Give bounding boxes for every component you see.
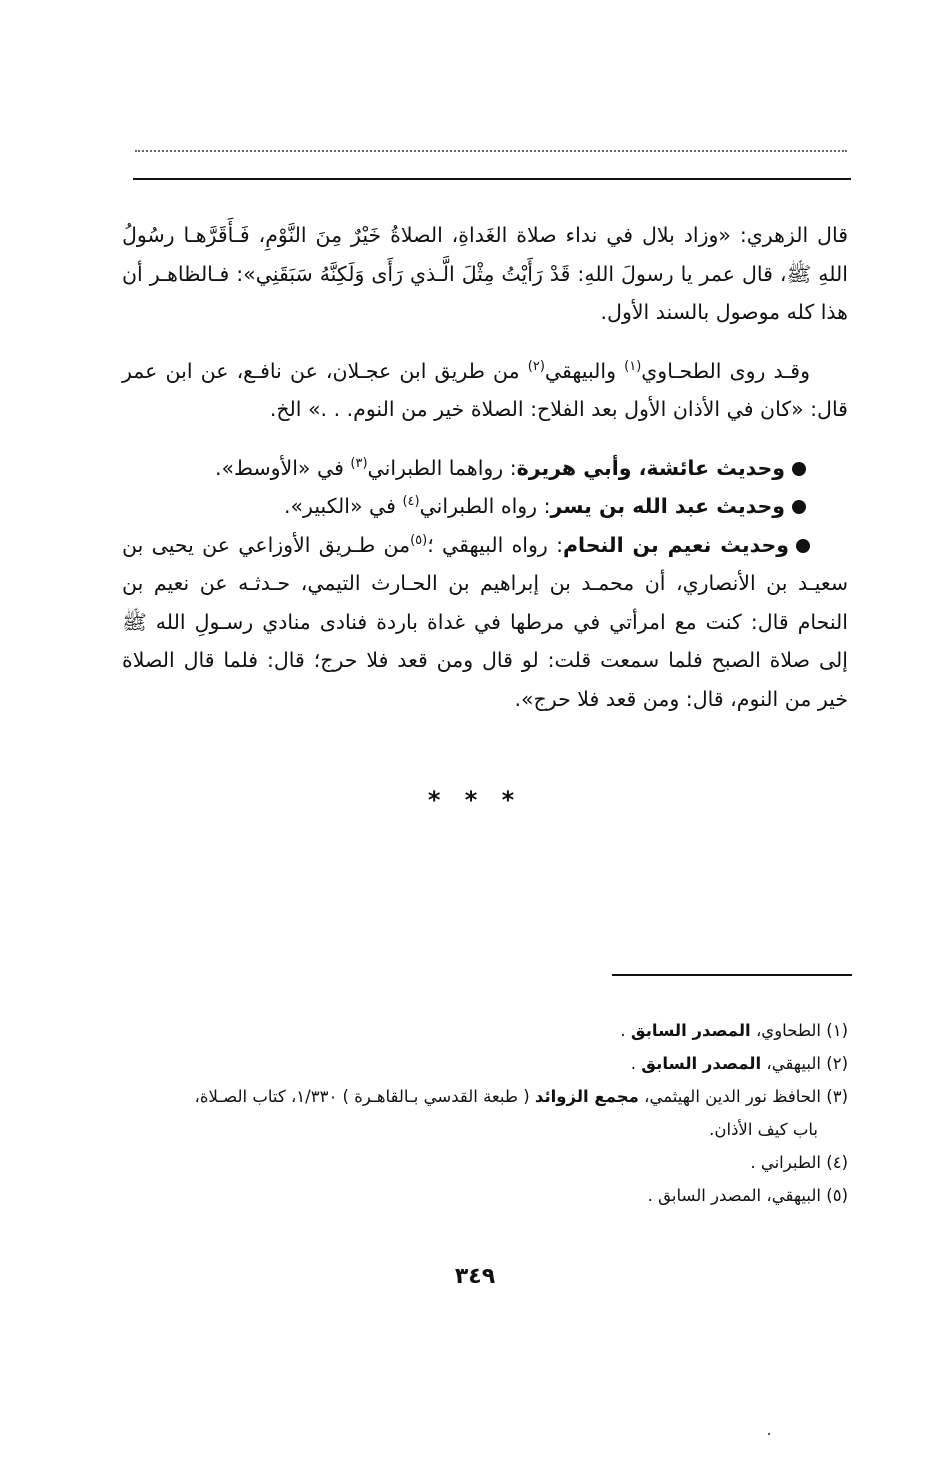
header-dotted-line [135, 150, 847, 152]
footnote-ref-2[interactable]: (٢) [527, 358, 545, 374]
main-text [122, 216, 848, 718]
footnote-5: (٥) البيهقي، المصدر السابق . [647, 1186, 848, 1205]
bullet-aisha: وحديث عائشة، وأبي هريرة: رواهما الطبراني$^{(٣)}$ في «الأوسط». [122, 449, 848, 488]
paragraph-zuhri: قال الزهري: «وزاد بلال في نداء صلاة الغَداةِ، الصلاةُ خَيْرٌ مِنَ النَّوْمِ، فَـأَقَرَّهـا رسُولُ اللهِ ﷺ، قال عمر يا رسولَ اللهِ: قَدْ رَأَيْتُ مِثْلَ الَّـذي رَأَى وَلَكِنَّهُ سَبَقَنِي»: فـالظاهـر أن هذا كله موصول بالسند الأول. [122, 223, 848, 324]
footnote-3-continuation: باب كيف الأذان. [709, 1120, 818, 1139]
footnote-rule [612, 974, 852, 976]
footnotes [122, 1014, 848, 1212]
footnote-ref-1[interactable]: (١) [624, 358, 642, 374]
footnote-1: (١) الطحاوي، المصدر السابق . [620, 1021, 848, 1040]
section-separator: * * * [427, 786, 523, 814]
footnote-ref-3[interactable]: (٣) [350, 455, 368, 471]
bullet-dot-icon [792, 500, 806, 514]
paragraph-tahawi: وقـد روى الطحـاوي$^{(١)}$ والبيهقي$^{(٢)}$ من طريق ابن عجـلان، عن نافـع، عن ابن عمر قال: «كان في الأذان الأول بعد الفلاح: الصلاة خير من النوم. . .» الخ. [122, 358, 848, 421]
scan-speck [768, 1433, 770, 1435]
footnote-2: (٢) البيهقي، المصدر السابق . [630, 1054, 848, 1073]
footnote-3: (٣) الحافظ نور الدين الهيثمي، مجمع الزوائد ( طبعة القدسي بـالقاهـرة ) ١/٣٣٠، كتاب الصـلاة، [194, 1087, 848, 1106]
footnote-ref-5[interactable]: (٥) [410, 532, 428, 548]
footnote-ref-4[interactable]: (٤) [402, 494, 420, 510]
bullet-abdullah: وحديث عبد الله بن يسر: رواه الطبراني$^{(٤)}$ في «الكبير». [122, 487, 848, 526]
bullet-nuaym: وحديث نعيم بن النحام: رواه البيهقي ؛$^{(٥)}$من طـريق الأوزاعي عن يحيى بن سعيـد بن الأنصاري، أن محمـد بن إبراهيم بن الحـارث التيمي، حـدثـه عن نعيم بن النحام قال: كنت مع امرأتي في مرطها في غداة باردة فنادى منادي رسـولِ الله ﷺ إلى صلاة الصبح فلما سمعت قلت: لو قال ومن قعد فلا حرج؛ قال: فلما قال الصلاة خير من النوم، قال: ومن قعد فلا حرج». [122, 532, 848, 711]
header-rule [133, 178, 851, 180]
page-number: ٣٤٩ [454, 1264, 496, 1289]
bullet-dot-icon [792, 462, 806, 476]
footnote-4: (٤) الطبراني . [750, 1153, 848, 1172]
bullet-dot-icon [796, 539, 810, 553]
